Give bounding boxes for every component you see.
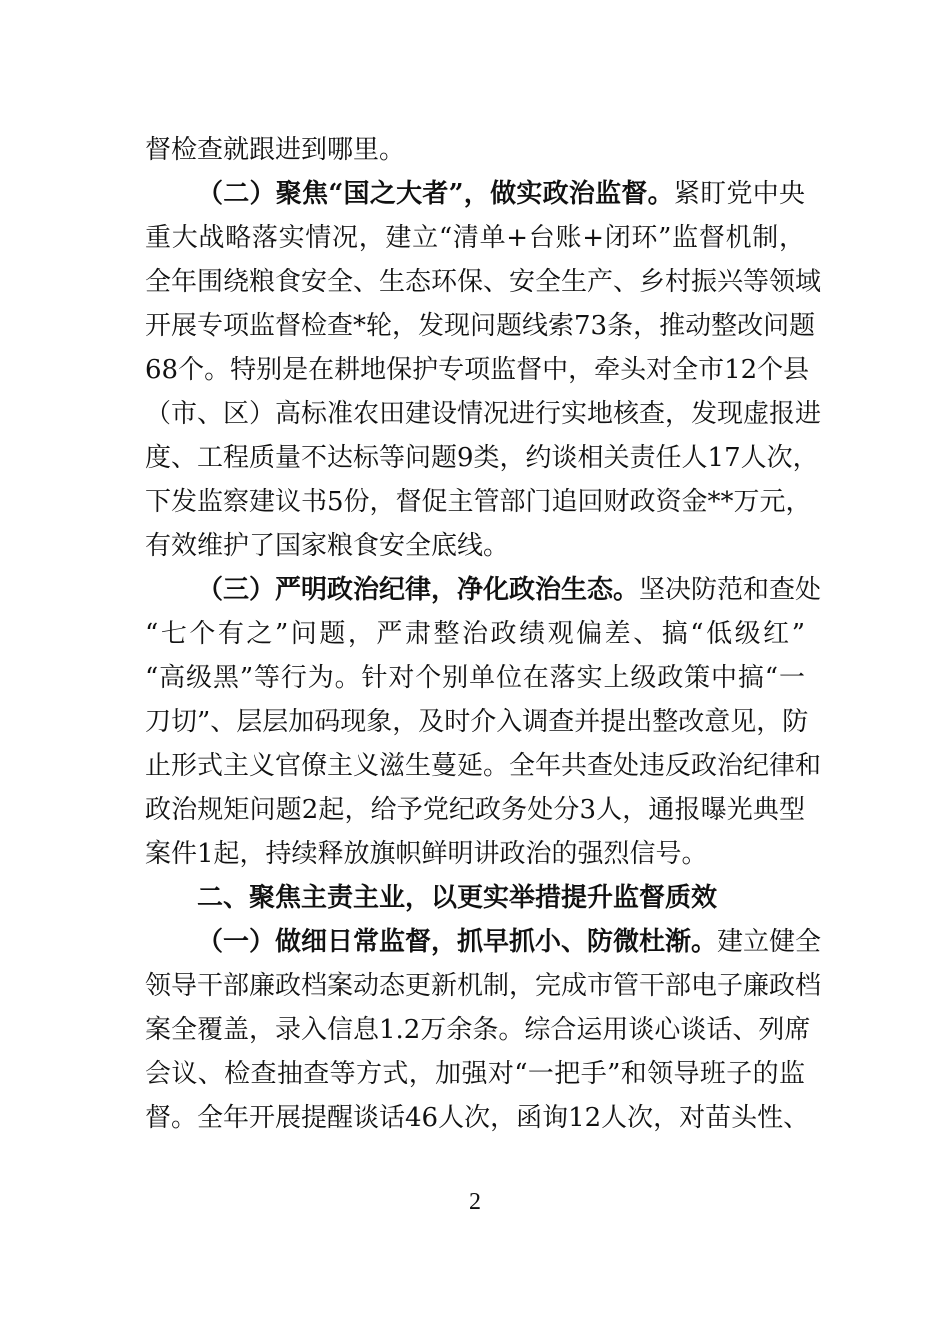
paragraph-line: 度、工程质量不达标等问题9类，约谈相关责任人17人次， — [145, 443, 819, 473]
paragraph-line: 政治规矩问题2起，给予党纪政务处分3人，通报曝光典型 — [145, 795, 805, 825]
paragraph-line: （市、区）高标准农田建设情况进行实地核查，发现虚报进 — [145, 399, 822, 429]
paragraph-line — [145, 920, 822, 964]
section-heading: （三）严明政治纪律，净化政治生态。 — [197, 575, 640, 605]
paragraph-line: 督。全年开展提醒谈话46人次，函询12人次，对苗头性、 — [145, 1103, 810, 1133]
document-body — [145, 128, 822, 1140]
paragraph-line: 案全覆盖，录入信息1.2万余条。综合运用谈心谈话、列席 — [145, 1015, 811, 1045]
page-number: 2 — [469, 1189, 481, 1215]
paragraph-line: “七个有之”问题，严肃整治政绩观偏差、搞“低级红” — [145, 619, 805, 649]
paragraph-text: 坚决防范和查处 — [639, 575, 822, 605]
paragraph-line: 刀切”、层层加码现象，及时介入调查并提出整改意见，防 — [145, 707, 809, 737]
paragraph-line: 开展专项监督检查*轮，发现问题线索73条，推动整改问题 — [145, 311, 816, 341]
paragraph-text: 紧盯党中央 — [673, 179, 805, 209]
section-heading: （二）聚焦“国之大者”，做实政治监督。 — [197, 179, 674, 209]
paragraph-line: “高级黑”等行为。针对个别单位在落实上级政策中搞“一 — [145, 663, 805, 693]
paragraph-line: 重大战略落实情况，建立“清单+台账+闭环”监督机制， — [145, 223, 805, 253]
part-heading: 二、聚焦主责主业，以更实举措提升监督质效 — [197, 883, 718, 913]
paragraph-line: 全年围绕粮食安全、生态环保、安全生产、乡村振兴等领域 — [145, 267, 822, 297]
paragraph-line — [145, 172, 805, 216]
paragraph-line: 有效维护了国家粮食安全底线。 — [145, 531, 510, 561]
paragraph-line: 督检查就跟进到哪里。 — [145, 135, 406, 165]
section-heading: （一）做细日常监督，抓早抓小、防微杜渐。 — [197, 927, 718, 957]
paragraph-line: 会议、检查抽查等方式，加强对“一把手”和领导班子的监 — [145, 1059, 805, 1089]
paragraph-line: 下发监察建议书5份，督促主管部门追回财政资金**万元， — [145, 487, 812, 517]
paragraph-line: 案件1起，持续释放旗帜鲜明讲政治的强烈信号。 — [145, 839, 708, 869]
paragraph-line: 68个。特别是在耕地保护专项监督中，牵头对全市12个县 — [145, 355, 810, 385]
paragraph-text: 建立健全 — [717, 927, 822, 957]
paragraph-line: 领导干部廉政档案动态更新机制，完成市管干部电子廉政档 — [145, 971, 822, 1001]
paragraph-line — [145, 568, 822, 612]
paragraph-line: 止形式主义官僚主义滋生蔓延。全年共查处违反政治纪律和 — [145, 751, 822, 781]
